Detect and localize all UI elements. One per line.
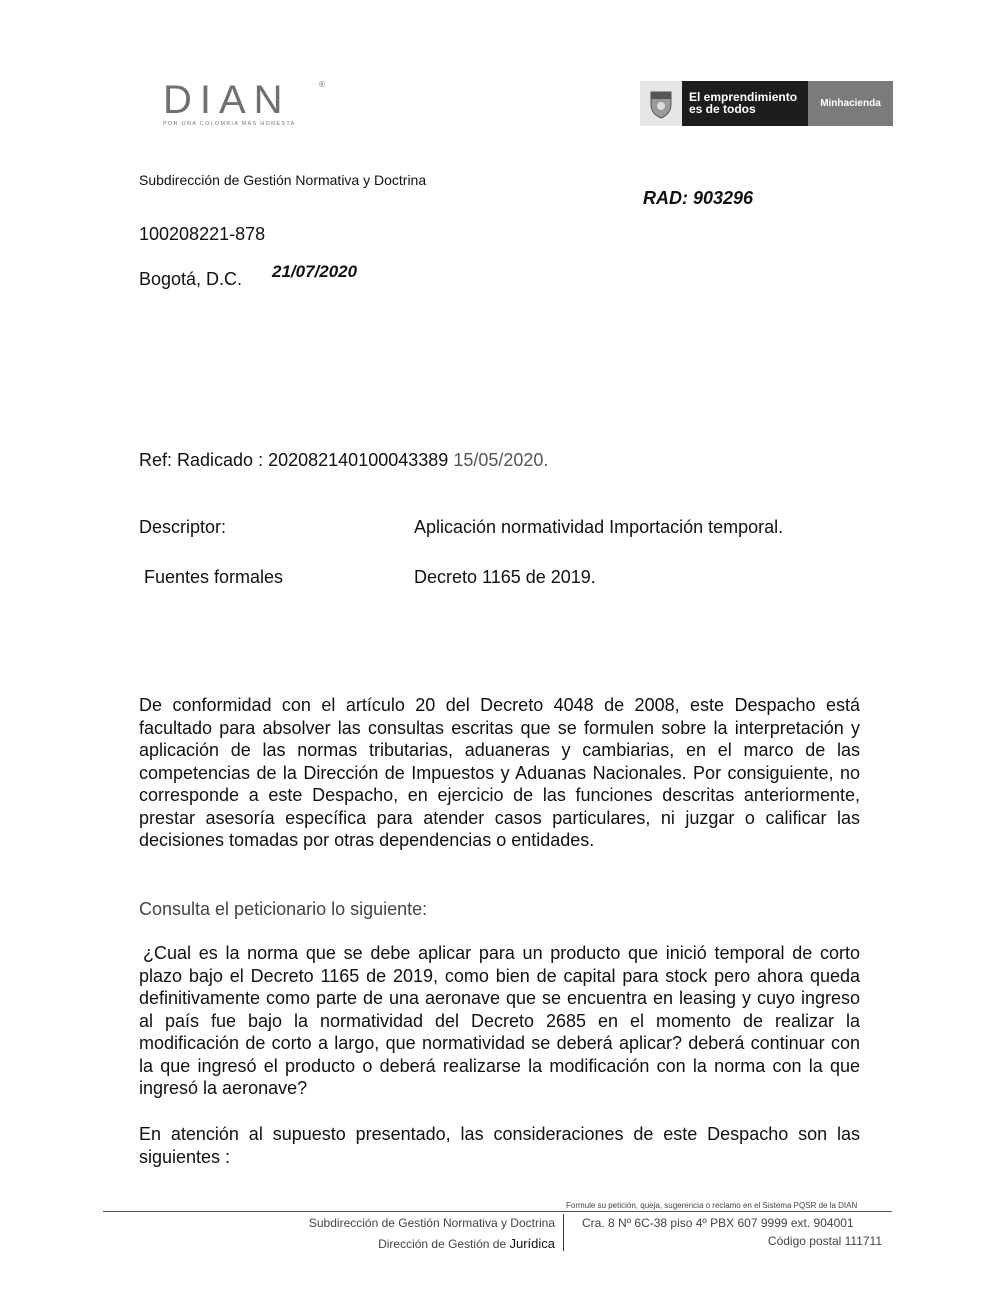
document-date: 21/07/2020: [272, 262, 358, 281]
paragraph-query-intro: Consulta el peticionario lo siguiente:: [139, 899, 428, 919]
descriptor-label: Descriptor:: [139, 517, 227, 537]
dian-logo-tagline: POR UNA COLOMBIA MÁS HONESTA: [163, 121, 296, 127]
footer-direction-prefix: Dirección de Gestión de: [378, 1237, 510, 1251]
coat-of-arms-icon: [640, 81, 682, 126]
government-logo: [640, 81, 893, 126]
ministry-label: Minhacienda: [808, 81, 893, 126]
government-slogan: [682, 81, 808, 126]
slogan-line-2: es de todos: [689, 102, 756, 116]
footer-postal-code: Código postal 111711: [767, 1234, 882, 1248]
document-number: 100208221-878: [139, 224, 266, 244]
sources-value: Decreto 1165 de 2019.: [414, 567, 596, 587]
paragraph-query: ¿Cual es la norma que se debe aplicar para un producto que inició temporal de corto plazo bajo el Decreto 1165 de 2019, como bien de capital para stock pero ahora queda definitivamente como parte de una aeronave que se encuentra en leasing y cuyo ingreso al país fue bajo la normatividad del Decreto 2685 en el momento de realizar la modificación de corto a largo, que normatividad se deberá aplicar? deberá continuar con la que ingresó el producto o deberá realizarse la modificación con la norma con la que ingresó la aeronave?: [139, 943, 860, 1098]
rad-number: RAD: 903296: [643, 188, 754, 208]
slogan-line-1: El emprendimiento: [689, 90, 798, 104]
footer-pqsr-note: Formule su petición, queja, sugerencia o reclamo en el Sistema PQSR de la DIAN: [566, 1201, 858, 1210]
reference-date: 15/05/2020.: [453, 450, 549, 470]
paragraph-considerations: En atención al supuesto presentado, las consideraciones de este Despacho son las siguientes :: [139, 1124, 860, 1167]
footer-direction: [378, 1236, 555, 1251]
subdirection-heading: Subdirección de Gestión Normativa y Doctrina: [139, 172, 427, 188]
dian-logo: [163, 80, 333, 130]
dian-logo-word: DIAN: [163, 78, 291, 122]
footer-direction-name: Jurídica: [509, 1236, 555, 1251]
reference-number: 202082140100043389: [268, 450, 449, 470]
city: Bogotá, D.C.: [139, 269, 243, 289]
descriptor-value: Aplicación normatividad Importación temporal.: [414, 517, 784, 537]
reference-line: [139, 450, 548, 471]
registered-icon: ®: [319, 80, 325, 89]
footer-divider: [103, 1211, 892, 1212]
reference-label: Ref: Radicado :: [139, 450, 264, 470]
footer-address: Cra. 8 Nº 6C-38 piso 4º PBX 607 9999 ext. 904001: [582, 1216, 854, 1230]
sources-label: Fuentes formales: [144, 567, 284, 587]
footer-vertical-divider: [563, 1214, 564, 1251]
paragraph-competence: De conformidad con el artículo 20 del Decreto 4048 de 2008, este Despacho está facultado para absolver las consultas escritas que se formulen sobre la interpretación y aplicación de las normas tributarias, aduaneras y cambiarias, en el marco de las competencias de la Dirección de Impuestos y Aduanas Nacionales. Por consiguiente, no corresponde a este Despacho, en ejercicio de las funciones descritas anteriormente, prestar asesoría específica para atender casos particulares, ni juzgar o calificar las decisiones tomadas por otras dependencias o entidades.: [139, 695, 860, 850]
footer-subdirection: Subdirección de Gestión Normativa y Doctrina: [308, 1216, 555, 1230]
